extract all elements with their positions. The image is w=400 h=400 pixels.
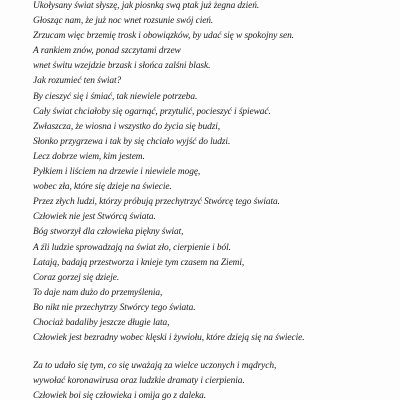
poem-line: wobec zła, które się dzieje na świecie.	[33, 182, 172, 193]
poem-line: Jak rozumieć ten świat?	[33, 76, 122, 87]
stanza-2	[33, 359, 400, 400]
poem-line: Cały świat chciałoby się ogarnąć, przytulić, pocieszyć i śpiewać.	[33, 106, 271, 117]
poem-line: Pyłkiem i liściem na drzewie i niewiele mogę,	[33, 167, 201, 178]
poem	[33, 0, 400, 400]
stanza-1	[33, 0, 400, 346]
poem-line: Bo nikt nie przechytrzy Stwórcy tego świata.	[33, 302, 196, 313]
poem-line: Przez złych ludzi, którzy próbują przechytrzyć Stwórcę tego świata.	[33, 197, 280, 208]
poem-line: wywołać koronawirusa oraz ludzkie dramaty i cierpienia.	[33, 376, 245, 387]
poem-line: Lecz dobrze wiem, kim jestem.	[33, 151, 145, 162]
poem-line: Chociaż badaliby jeszcze długie lata,	[33, 317, 170, 328]
poem-line: A źli ludzie sprowadzają na świat zło, cierpienie i ból.	[33, 242, 231, 253]
poem-line: Bóg stworzył dla człowieka piękny świat,	[33, 227, 184, 238]
poem-line: Za to udało się tym, co się uważają za wielce uczonych i mądrych,	[33, 361, 277, 372]
poem-line: Głosząc nam, że już noc wnet rozsunie swój cień.	[33, 16, 214, 27]
poem-line: Ukołysany świat słyszę, jak piosnką swą ptak już żegna dzień.	[33, 1, 260, 11]
poem-line: Latają, badają przestworza i knieje tym czasem na Ziemi,	[33, 257, 245, 268]
poem-line: Coraz gorzej się dzieje.	[33, 272, 120, 283]
poem-line: Zrzucam więc brzemię trosk i obowiązków, by udać się w spokojny sen.	[33, 31, 294, 42]
poem-line: To daje nam dużo do przemyślenia,	[33, 287, 163, 298]
poem-line: wnet świtu wzejdzie brzask i słońca zalśni blask.	[33, 61, 211, 72]
poem-line: A rankiem znów, ponad szczytami drzew	[33, 46, 181, 57]
poem-line: Zwłaszcza, że wiosna i wszystko do życia się budzi,	[33, 121, 221, 132]
poem-line: Człowiek jest bezradny wobec klęski i żywiołu, które dzieją się na świecie.	[33, 333, 305, 344]
stanza-divider	[33, 346, 400, 359]
poem-line: Człowiek boi się człowieka i omija go z daleka.	[33, 391, 207, 400]
poem-line: Człowiek nie jest Stwórcą świata.	[33, 212, 156, 223]
poem-line: Słonko przygrzewa i tak by się chciało wyjść do ludzi.	[33, 136, 231, 147]
poem-line: By cieszyć się i śmiać, tak niewiele potrzeba.	[33, 91, 198, 102]
